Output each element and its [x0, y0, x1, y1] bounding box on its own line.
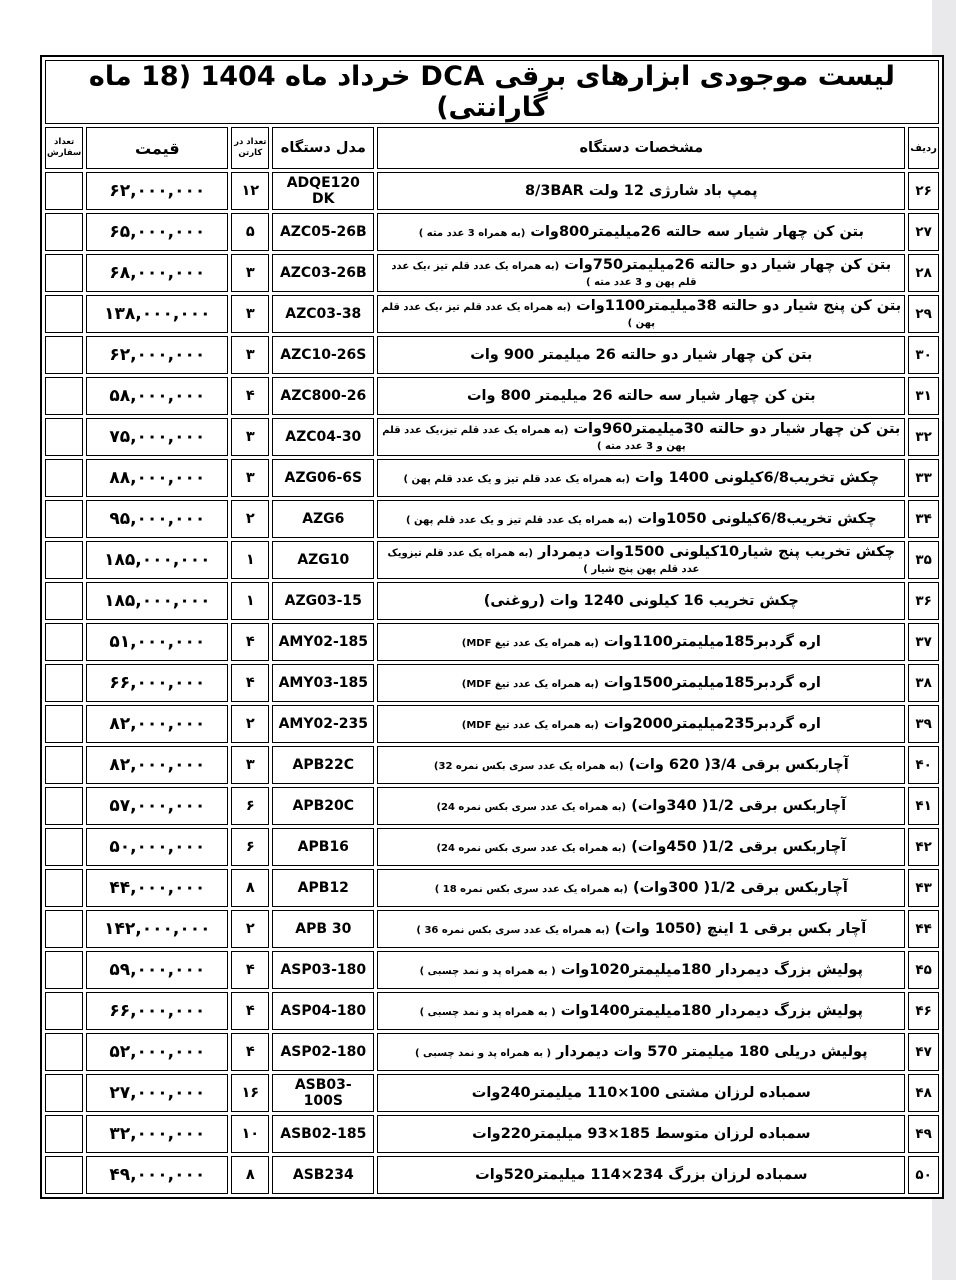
spec-note-text: (به همراه یک عدد سری بکس نمره 36 ) — [416, 925, 610, 936]
qty-per-carton-cell: ۳ — [231, 459, 269, 497]
spec-cell — [377, 254, 905, 292]
price-cell: ۱۳۸,۰۰۰,۰۰۰ — [86, 295, 228, 333]
qty-per-carton-cell: ۲ — [231, 910, 269, 948]
price-cell: ۵۷,۰۰۰,۰۰۰ — [86, 787, 228, 825]
spec-main-text: چکش تخریب 16 کیلونی 1240 وات (روغنی) — [483, 593, 799, 609]
spec-note-text: ( به همراه پد و نمد چسبی ) — [415, 1048, 552, 1059]
price-cell: ۶۲,۰۰۰,۰۰۰ — [86, 172, 228, 210]
order-qty-cell — [45, 418, 83, 456]
model-cell: AZC04-30 — [272, 418, 374, 456]
table-row — [45, 254, 939, 292]
table-row — [45, 172, 939, 210]
spec-cell — [377, 705, 905, 743]
price-cell: ۶۶,۰۰۰,۰۰۰ — [86, 992, 228, 1030]
price-list-sheet — [40, 55, 944, 1199]
model-cell: APB16 — [272, 828, 374, 866]
model-cell: AZC05-26B — [272, 213, 374, 251]
title-row — [45, 60, 939, 124]
spec-cell — [377, 787, 905, 825]
table-row — [45, 1033, 939, 1071]
spec-main-text: چکش تخریب پنج شیار10کیلونی 1500وات دیمردار — [538, 544, 896, 560]
table-row — [45, 459, 939, 497]
price-cell: ۱۴۲,۰۰۰,۰۰۰ — [86, 910, 228, 948]
order-qty-cell — [45, 336, 83, 374]
order-qty-cell — [45, 992, 83, 1030]
spec-note-text: (به همراه یک عدد سری بکس نمره 32) — [433, 761, 624, 772]
spec-main-text: بتن کن پنج شیار دو حالته 38میلیمتر1100وات — [576, 298, 902, 314]
table-row — [45, 582, 939, 620]
spec-main-text: چکش تخریب6/8کیلونی 1400 وات — [635, 470, 880, 486]
table-row — [45, 705, 939, 743]
spec-main-text: آچاربکس برقی 3/4( 620 وات) — [628, 757, 849, 773]
order-qty-cell — [45, 459, 83, 497]
model-cell: AZG6 — [272, 500, 374, 538]
spec-note-text: (به همراه 3 عدد مته ) — [418, 228, 526, 239]
price-cell: ۵۸,۰۰۰,۰۰۰ — [86, 377, 228, 415]
table-row — [45, 910, 939, 948]
row-number-cell: ۴۶ — [908, 992, 939, 1030]
spec-cell — [377, 1156, 905, 1194]
spec-main-text: اره گردبر185میلیمتر1500وات — [603, 675, 821, 691]
spec-note-text: (به همراه یک عدد سری بکس نمره 24) — [436, 843, 627, 854]
row-number-cell: ۳۹ — [908, 705, 939, 743]
header-model: مدل دستگاه — [272, 127, 374, 169]
spec-cell — [377, 828, 905, 866]
spec-note-text: (به همراه یک عدد قلم تیز،یک عدد قلم پهن و 3 عدد مته ) — [382, 425, 686, 452]
qty-per-carton-cell: ۶ — [231, 787, 269, 825]
model-cell: APB22C — [272, 746, 374, 784]
model-cell: AZG06-6S — [272, 459, 374, 497]
order-qty-cell — [45, 828, 83, 866]
row-number-cell: ۳۶ — [908, 582, 939, 620]
price-cell: ۷۵,۰۰۰,۰۰۰ — [86, 418, 228, 456]
table-row — [45, 213, 939, 251]
order-qty-cell — [45, 787, 83, 825]
header-order-qty: تعداد سفارش — [45, 127, 83, 169]
price-cell: ۵۱,۰۰۰,۰۰۰ — [86, 623, 228, 661]
model-cell: ADQE120 DK — [272, 172, 374, 210]
header-row — [45, 127, 939, 169]
table-row — [45, 869, 939, 907]
model-cell: AZC03-38 — [272, 295, 374, 333]
spec-cell — [377, 377, 905, 415]
order-qty-cell — [45, 295, 83, 333]
qty-per-carton-cell: ۳ — [231, 746, 269, 784]
order-qty-cell — [45, 869, 83, 907]
qty-per-carton-cell: ۱ — [231, 582, 269, 620]
qty-per-carton-cell: ۲ — [231, 705, 269, 743]
order-qty-cell — [45, 172, 83, 210]
spec-cell — [377, 992, 905, 1030]
spec-note-text: (به همراه یک عدد تیغ MDF) — [461, 720, 599, 731]
qty-per-carton-cell: ۱۲ — [231, 172, 269, 210]
qty-per-carton-cell: ۴ — [231, 951, 269, 989]
model-cell: AZC800-26 — [272, 377, 374, 415]
spec-note-text: (به همراه یک عدد قلم تیز و یک عدد قلم پهن ) — [403, 474, 630, 485]
spec-cell — [377, 951, 905, 989]
table-row — [45, 295, 939, 333]
model-cell: AMY02-235 — [272, 705, 374, 743]
table-row — [45, 1074, 939, 1112]
spec-note-text: (به همراه یک عدد تیغ MDF) — [461, 679, 599, 690]
spec-note-text: (به همراه یک عدد سری بکس نمره 18 ) — [434, 884, 628, 895]
spec-cell — [377, 582, 905, 620]
qty-per-carton-cell: ۴ — [231, 992, 269, 1030]
row-number-cell: ۴۷ — [908, 1033, 939, 1071]
qty-per-carton-cell: ۵ — [231, 213, 269, 251]
price-cell: ۱۸۵,۰۰۰,۰۰۰ — [86, 582, 228, 620]
model-cell: ASB02-185 — [272, 1115, 374, 1153]
order-qty-cell — [45, 254, 83, 292]
spec-main-text: بتن کن چهار شیار دو حالته 30میلیمتر960وات — [573, 421, 901, 437]
spec-main-text: سمباده لرزان بزرگ 234×114 میلیمتر520وات — [475, 1167, 808, 1183]
spec-main-text: سمباده لرزان متوسط 185×93 میلیمتر220وات — [472, 1126, 811, 1142]
price-cell: ۹۵,۰۰۰,۰۰۰ — [86, 500, 228, 538]
price-cell: ۴۴,۰۰۰,۰۰۰ — [86, 869, 228, 907]
order-qty-cell — [45, 910, 83, 948]
row-number-cell: ۴۱ — [908, 787, 939, 825]
model-cell: AZG10 — [272, 541, 374, 579]
row-number-cell: ۳۷ — [908, 623, 939, 661]
qty-per-carton-cell: ۶ — [231, 828, 269, 866]
qty-per-carton-cell: ۴ — [231, 664, 269, 702]
qty-per-carton-cell: ۳ — [231, 254, 269, 292]
spec-cell — [377, 213, 905, 251]
row-number-cell: ۴۵ — [908, 951, 939, 989]
spec-main-text: بتن کن چهار شیار دو حالته 26میلیمتر750وات — [564, 257, 892, 273]
price-cell: ۵۲,۰۰۰,۰۰۰ — [86, 1033, 228, 1071]
table-row — [45, 787, 939, 825]
spec-main-text: سمباده لرزان مشتی 100×110 میلیمتر240وات — [471, 1085, 811, 1101]
order-qty-cell — [45, 1115, 83, 1153]
spec-main-text: آچار بکس برقی 1 اینچ (1050 وات) — [614, 921, 867, 937]
qty-per-carton-cell: ۳ — [231, 336, 269, 374]
spec-main-text: اره گردبر235میلیمتر2000وات — [603, 716, 821, 732]
spec-main-text: بتن کن چهار شیار دو حالته 26 میلیمتر 900 وات — [470, 347, 813, 363]
order-qty-cell — [45, 1156, 83, 1194]
table-row — [45, 1115, 939, 1153]
table-row — [45, 336, 939, 374]
price-cell: ۳۲,۰۰۰,۰۰۰ — [86, 1115, 228, 1153]
inventory-table — [40, 55, 944, 1199]
qty-per-carton-cell: ۱ — [231, 541, 269, 579]
spec-cell — [377, 418, 905, 456]
price-cell: ۱۸۵,۰۰۰,۰۰۰ — [86, 541, 228, 579]
row-number-cell: ۴۳ — [908, 869, 939, 907]
row-number-cell: ۴۴ — [908, 910, 939, 948]
price-cell: ۵۰,۰۰۰,۰۰۰ — [86, 828, 228, 866]
spec-cell — [377, 1033, 905, 1071]
header-spec: مشخصات دستگاه — [377, 127, 905, 169]
price-cell: ۶۶,۰۰۰,۰۰۰ — [86, 664, 228, 702]
spec-cell — [377, 1074, 905, 1112]
price-cell: ۴۹,۰۰۰,۰۰۰ — [86, 1156, 228, 1194]
order-qty-cell — [45, 623, 83, 661]
spec-note-text: (به همراه یک عدد قلم تیز ،یک عدد قلم پهن و 3 عدد مته ) — [391, 261, 697, 288]
row-number-cell: ۴۹ — [908, 1115, 939, 1153]
row-number-cell: ۳۲ — [908, 418, 939, 456]
table-row — [45, 951, 939, 989]
inventory-table-body — [45, 172, 939, 1194]
row-number-cell: ۳۴ — [908, 500, 939, 538]
qty-per-carton-cell: ۴ — [231, 623, 269, 661]
qty-per-carton-cell: ۴ — [231, 377, 269, 415]
row-number-cell: ۲۷ — [908, 213, 939, 251]
qty-per-carton-cell: ۱۶ — [231, 1074, 269, 1112]
order-qty-cell — [45, 664, 83, 702]
order-qty-cell — [45, 746, 83, 784]
qty-per-carton-cell: ۴ — [231, 1033, 269, 1071]
spec-note-text: (به همراه یک عدد قلم تیز و یک عدد قلم پهن ) — [405, 515, 633, 526]
spec-main-text: چکش تخریب6/8کیلونی 1050وات — [637, 511, 877, 527]
price-cell: ۸۸,۰۰۰,۰۰۰ — [86, 459, 228, 497]
table-row — [45, 623, 939, 661]
qty-per-carton-cell: ۸ — [231, 869, 269, 907]
spec-cell — [377, 623, 905, 661]
model-cell: ASP03-180 — [272, 951, 374, 989]
row-number-cell: ۲۶ — [908, 172, 939, 210]
order-qty-cell — [45, 377, 83, 415]
spec-main-text: پولیش بزرگ دیمردار 180میلیمتر1020وات — [560, 962, 863, 978]
price-cell: ۶۲,۰۰۰,۰۰۰ — [86, 336, 228, 374]
row-number-cell: ۳۸ — [908, 664, 939, 702]
order-qty-cell — [45, 582, 83, 620]
spec-main-text: پمپ باد شارژی 12 ولت 8/3BAR — [524, 183, 758, 199]
spec-cell — [377, 1115, 905, 1153]
spec-note-text: (به همراه یک عدد سری بکس نمره 24) — [436, 802, 627, 813]
spec-note-text: ( به همراه پد و نمد چسبی ) — [419, 1007, 556, 1018]
model-cell: AZC10-26S — [272, 336, 374, 374]
spec-main-text: پولیش بزرگ دیمردار 180میلیمتر1400وات — [560, 1003, 863, 1019]
spec-note-text: (به همراه یک عدد قلم تیز ،یک عدد قلم پهن ) — [381, 302, 655, 329]
table-row — [45, 828, 939, 866]
price-cell: ۲۷,۰۰۰,۰۰۰ — [86, 1074, 228, 1112]
spec-cell — [377, 910, 905, 948]
row-number-cell: ۳۰ — [908, 336, 939, 374]
header-qty-per-carton: تعداد در کارتن — [231, 127, 269, 169]
spec-cell — [377, 869, 905, 907]
spec-main-text: آچاربکس برقی 1/2( 450وات) — [631, 839, 847, 855]
spec-note-text: (به همراه یک عدد تیغ MDF) — [461, 638, 599, 649]
row-number-cell: ۳۵ — [908, 541, 939, 579]
spec-main-text: آچاربکس برقی 1/2( 300وات) — [632, 880, 848, 896]
order-qty-cell — [45, 951, 83, 989]
spec-cell — [377, 336, 905, 374]
model-cell: ASP04-180 — [272, 992, 374, 1030]
spec-main-text: بتن کن چهار شیار سه حالته 26میلیمتر800وات — [530, 224, 864, 240]
price-cell: ۶۸,۰۰۰,۰۰۰ — [86, 254, 228, 292]
spec-cell — [377, 172, 905, 210]
model-cell: ASB03-100S — [272, 1074, 374, 1112]
row-number-cell: ۲۹ — [908, 295, 939, 333]
table-row — [45, 541, 939, 579]
row-number-cell: ۴۸ — [908, 1074, 939, 1112]
spec-cell — [377, 746, 905, 784]
header-price: قیمت — [86, 127, 228, 169]
spec-main-text: پولیش دریلی 180 میلیمتر 570 وات دیمردار — [556, 1044, 868, 1060]
qty-per-carton-cell: ۳ — [231, 418, 269, 456]
spec-cell — [377, 500, 905, 538]
spec-cell — [377, 664, 905, 702]
price-cell: ۵۹,۰۰۰,۰۰۰ — [86, 951, 228, 989]
spec-note-text: (به همراه یک عدد قلم تیزویک عدد قلم پهن پنج شیار ) — [387, 548, 700, 575]
model-cell: AMY02-185 — [272, 623, 374, 661]
price-cell: ۶۵,۰۰۰,۰۰۰ — [86, 213, 228, 251]
model-cell: AZC03-26B — [272, 254, 374, 292]
row-number-cell: ۲۸ — [908, 254, 939, 292]
table-row — [45, 664, 939, 702]
qty-per-carton-cell: ۸ — [231, 1156, 269, 1194]
order-qty-cell — [45, 705, 83, 743]
model-cell: ASP02-180 — [272, 1033, 374, 1071]
header-row-number: ردیف — [908, 127, 939, 169]
model-cell: AZG03-15 — [272, 582, 374, 620]
model-cell: APB 30 — [272, 910, 374, 948]
table-row — [45, 418, 939, 456]
price-cell: ۸۲,۰۰۰,۰۰۰ — [86, 746, 228, 784]
price-cell: ۸۲,۰۰۰,۰۰۰ — [86, 705, 228, 743]
spec-note-text: ( به همراه پد و نمد چسبی ) — [419, 966, 556, 977]
model-cell: AMY03-185 — [272, 664, 374, 702]
page-title: لیست موجودی ابزارهای برقی DCA خرداد ماه 1404 (18 ماه گارانتی) — [45, 60, 939, 124]
table-row — [45, 746, 939, 784]
table-row — [45, 500, 939, 538]
row-number-cell: ۴۰ — [908, 746, 939, 784]
spec-cell — [377, 541, 905, 579]
table-row — [45, 992, 939, 1030]
spec-main-text: بتن کن چهار شیار سه حالته 26 میلیمتر 800 وات — [466, 388, 816, 404]
model-cell: APB20C — [272, 787, 374, 825]
row-number-cell: ۳۱ — [908, 377, 939, 415]
table-row — [45, 377, 939, 415]
spec-cell — [377, 295, 905, 333]
model-cell: APB12 — [272, 869, 374, 907]
row-number-cell: ۵۰ — [908, 1156, 939, 1194]
qty-per-carton-cell: ۲ — [231, 500, 269, 538]
table-row — [45, 1156, 939, 1194]
qty-per-carton-cell: ۳ — [231, 295, 269, 333]
spec-cell — [377, 459, 905, 497]
order-qty-cell — [45, 500, 83, 538]
qty-per-carton-cell: ۱۰ — [231, 1115, 269, 1153]
order-qty-cell — [45, 1074, 83, 1112]
spec-main-text: آچاربکس برقی 1/2( 340وات) — [631, 798, 847, 814]
spec-main-text: اره گردبر185میلیمتر1100وات — [603, 634, 821, 650]
row-number-cell: ۳۳ — [908, 459, 939, 497]
order-qty-cell — [45, 1033, 83, 1071]
model-cell: ASB234 — [272, 1156, 374, 1194]
order-qty-cell — [45, 213, 83, 251]
order-qty-cell — [45, 541, 83, 579]
row-number-cell: ۴۲ — [908, 828, 939, 866]
